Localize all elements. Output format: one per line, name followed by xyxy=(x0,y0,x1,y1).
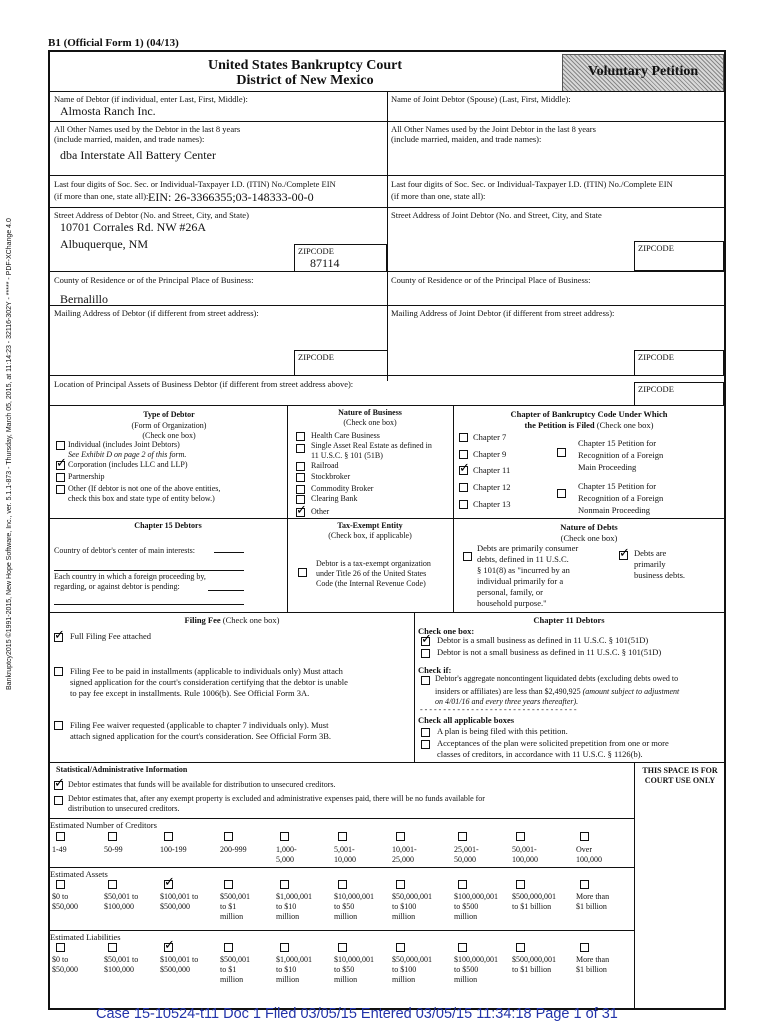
acceptances-2: classes of creditors, in accordance with 11 U.S.C. § 1126(b). xyxy=(437,749,643,759)
liabilities-checkbox[interactable] xyxy=(224,943,233,952)
assets-checkbox[interactable] xyxy=(108,880,117,889)
nb-health-care: Health Care Business xyxy=(311,431,380,440)
creditors-option-text: 1-49 xyxy=(52,845,67,854)
nb-clearing-bank: Clearing Bank xyxy=(311,494,358,503)
form-id: B1 (Official Form 1) (04/13) xyxy=(48,37,179,49)
chapter15-nonmain-checkbox[interactable] xyxy=(557,489,566,498)
chapter15-nonmain-2: Recognition of a Foreign xyxy=(578,493,664,503)
aggregate-debts-2b: (amount subject to adjustment xyxy=(582,687,680,696)
joint-ssn-label-1: Last four digits of Soc. Sec. or Individual-Taxpayer I.D. (ITIN) No./Complete EIN xyxy=(391,179,673,189)
assets-checkbox[interactable] xyxy=(164,880,173,889)
location-label: Location of Principal Assets of Business Debtor (if different from street address above): xyxy=(54,379,354,389)
not-small-business-label: Debtor is not a small business as defined in 11 U.S.C. § 101(51D) xyxy=(437,647,662,657)
liabilities-checkbox[interactable] xyxy=(396,943,405,952)
filing-fee-heading xyxy=(52,615,412,625)
zipcode-label: ZIPCODE xyxy=(638,243,674,253)
consumer-debts-6: household purpose." xyxy=(477,598,547,608)
liabilities-option-text: $500,001 xyxy=(220,955,250,964)
liabilities-checkbox[interactable] xyxy=(516,943,525,952)
assets-option-text: to $1 billion xyxy=(512,902,552,911)
assets-checkbox[interactable] xyxy=(516,880,525,889)
side-watermark: Bankruptcy2015 ©1991-2015, New Hope Software, Inc., ver. 5.1.1-873 - Thursday, March 05, 2015, at 11:14:23 - 32116-302Y - ***** - PDF-XChange 4.0 xyxy=(6,218,13,690)
tax-exempt-checkbox[interactable] xyxy=(298,568,307,577)
zipcode-label: ZIPCODE xyxy=(638,384,674,394)
liabilities-option-text: $50,000 xyxy=(52,965,78,974)
assets-option-text: to $50 xyxy=(334,902,355,911)
nb-single-asset-2: 11 U.S.C. § 101 (51B) xyxy=(311,451,383,460)
other-entity-checkbox[interactable] xyxy=(56,485,65,494)
creditors-option-text: 25,001- xyxy=(454,845,479,854)
opt-individual-note: See Exhibit D on page 2 of this form. xyxy=(68,450,187,459)
ssn-label-2: (if more than one, state all): xyxy=(54,191,149,201)
chapter13-checkbox[interactable] xyxy=(459,500,468,509)
assets-option-text: to $100 xyxy=(392,902,417,911)
nb-railroad: Railroad xyxy=(311,461,339,470)
liabilities-option-text: million xyxy=(220,975,244,984)
aggregate-debts-checkbox[interactable] xyxy=(421,676,430,685)
liabilities-label: Estimated Liabilities xyxy=(50,932,121,942)
small-business-checkbox[interactable] xyxy=(421,637,430,646)
assets-option-text: million xyxy=(220,912,244,921)
assets-option-text: million xyxy=(276,912,300,921)
consumer-debts-2: debts, defined in 11 U.S.C. xyxy=(477,554,569,564)
business-debts-3: business debts. xyxy=(634,570,685,580)
business-debts-1: Debts are xyxy=(634,548,667,558)
liabilities-option-text: to $500 xyxy=(454,965,479,974)
plan-filed-checkbox[interactable] xyxy=(421,728,430,737)
mailing-label: Mailing Address of Debtor (if different from street address): xyxy=(54,308,259,318)
liabilities-option-text: million xyxy=(334,975,358,984)
liabilities-option-text: million xyxy=(276,975,300,984)
assets-option-text: to $1 xyxy=(220,902,237,911)
assets-checkbox[interactable] xyxy=(396,880,405,889)
joint-ssn-label-2: (if more than one, state all): xyxy=(391,191,486,201)
installments-3: to pay fee except in installments. Rule 1006(b). See Official Form 3A. xyxy=(70,688,310,698)
health-care-checkbox[interactable] xyxy=(296,432,305,441)
tax-exempt-2: under Title 26 of the United States xyxy=(316,569,427,578)
fee-waiver-1: Filing Fee waiver requested (applicable to chapter 7 individuals only). Must xyxy=(70,720,329,730)
assets-option-text: $100,000 xyxy=(104,902,134,911)
corporation-checkbox[interactable] xyxy=(56,461,65,470)
assets-checkbox[interactable] xyxy=(458,880,467,889)
joint-zipcode-box xyxy=(634,241,724,271)
chapter-title-2b: (Check one box) xyxy=(596,420,654,430)
chapter15-main-checkbox[interactable] xyxy=(557,448,566,457)
county-label: County of Residence or of the Principal Place of Business: xyxy=(54,275,254,285)
other-names-label-1: All Other Names used by the Debtor in the last 8 years xyxy=(54,124,241,134)
debtor-zipcode-box xyxy=(294,244,387,272)
creditors-option-text: 200-999 xyxy=(220,845,247,854)
assets-option-text: million xyxy=(454,912,478,921)
creditors-option-text: Over xyxy=(576,845,592,854)
tax-exempt-3: Code (the Internal Revenue Code) xyxy=(316,579,426,588)
liabilities-option-text: to $1 billion xyxy=(512,965,552,974)
assets-option-text: $500,000 xyxy=(160,902,190,911)
fee-waiver-2: attach signed application for the court's consideration. See Official Form 3B. xyxy=(70,731,332,741)
street-line2: Albuquerque, NM xyxy=(60,237,148,251)
creditors-option-text: 100,000 xyxy=(576,855,602,864)
creditors-checkbox[interactable] xyxy=(56,832,65,841)
acceptances-checkbox[interactable] xyxy=(421,740,430,749)
assets-label: Estimated Assets xyxy=(50,869,108,879)
assets-option-text: $50,000,001 xyxy=(392,892,432,901)
partnership-checkbox[interactable] xyxy=(56,473,65,482)
ch11-check-if: Check if: xyxy=(418,665,452,675)
filing-fee-title: Filing Fee xyxy=(184,615,221,625)
creditors-option-text: 10,001- xyxy=(392,845,417,854)
chapter12-label: Chapter 12 xyxy=(473,482,511,492)
case-footer: Case 15-10524-t11 Doc 1 Filed 03/05/15 Entered 03/05/15 11:34:18 Page 1 of 31 xyxy=(96,1006,618,1022)
liabilities-option-text: $500,000 xyxy=(160,965,190,974)
chapter9-label: Chapter 9 xyxy=(473,449,507,459)
nature-business-sub: (Check one box) xyxy=(343,418,397,427)
chapter9-checkbox[interactable] xyxy=(459,450,468,459)
assets-option-text: $1,000,001 xyxy=(276,892,312,901)
creditors-checkbox[interactable] xyxy=(458,832,467,841)
stockbroker-checkbox[interactable] xyxy=(296,473,305,482)
zipcode-label: ZIPCODE xyxy=(638,352,674,362)
ch11-check-one: Check one box: xyxy=(418,626,475,636)
creditors-option-text: 25,000 xyxy=(392,855,414,864)
chapter-title-1: Chapter of Bankruptcy Code Under Which xyxy=(510,409,668,419)
tax-exempt-1: Debtor is a tax-exempt organization xyxy=(316,559,431,568)
debtor-name-label: Name of Debtor (if individual, enter Last, First, Middle): xyxy=(54,94,248,104)
assets-option-text: to $500 xyxy=(454,902,479,911)
consumer-debts-1: Debts are primarily consumer xyxy=(477,543,579,553)
funds-available-checkbox[interactable] xyxy=(54,781,63,790)
creditors-option-text: 50-99 xyxy=(104,845,123,854)
voluntary-petition-label: Voluntary Petition xyxy=(562,54,724,92)
debtor-other-names: dba Interstate All Battery Center xyxy=(60,148,216,162)
chapter15-nonmain-3: Nonmain Proceeding xyxy=(578,505,650,515)
liabilities-checkbox[interactable] xyxy=(280,943,289,952)
chapter7-label: Chapter 7 xyxy=(473,432,507,442)
liabilities-option-text: $100,000,001 xyxy=(454,955,498,964)
opt-other-entity-2: check this box and state type of entity below.) xyxy=(68,494,215,503)
joint-county-label: County of Residence or of the Principal Place of Business: xyxy=(391,275,591,285)
assets-option-text: $100,001 to xyxy=(160,892,199,901)
court-line2: District of New Mexico xyxy=(236,73,374,88)
fee-waiver-checkbox[interactable] xyxy=(54,721,63,730)
ssn-label-1: Last four digits of Soc. Sec. or Individual-Taxpayer I.D. (ITIN) No./Complete EIN xyxy=(54,179,336,189)
business-debts-checkbox[interactable] xyxy=(619,551,628,560)
nb-commodity: Commodity Broker xyxy=(311,484,374,493)
liabilities-checkbox[interactable] xyxy=(458,943,467,952)
tax-exempt-sub: (Check box, if applicable) xyxy=(328,531,412,540)
aggregate-debts-3: on 4/01/16 and every three years thereafter). xyxy=(435,697,579,706)
assets-checkbox[interactable] xyxy=(56,880,65,889)
mailing-zipcode-box xyxy=(294,350,388,376)
full-fee-label: Full Filing Fee attached xyxy=(70,631,151,641)
chapter15-nonmain-1: Chapter 15 Petition for xyxy=(578,481,657,491)
joint-mailing-label: Mailing Address of Joint Debtor (if different from street address): xyxy=(391,308,615,318)
creditors-option-text: 1,000- xyxy=(276,845,297,854)
railroad-checkbox[interactable] xyxy=(296,462,305,471)
assets-checkbox[interactable] xyxy=(338,880,347,889)
stat-title: Statistical/Administrative Information xyxy=(56,765,188,774)
assets-option-text: $50,000 xyxy=(52,902,78,911)
assets-option-text: $500,001 xyxy=(220,892,250,901)
court-use-2: COURT USE ONLY xyxy=(644,776,716,785)
court-use-1: THIS SPACE IS FOR xyxy=(642,766,718,775)
street-line1: 10701 Corrales Rd. NW #26A xyxy=(60,220,207,234)
creditors-checkbox[interactable] xyxy=(108,832,117,841)
chapter-title-2 xyxy=(456,420,722,430)
liabilities-option-text: million xyxy=(454,975,478,984)
creditors-checkbox[interactable] xyxy=(516,832,525,841)
county: Bernalillo xyxy=(60,292,108,306)
assets-checkbox[interactable] xyxy=(224,880,233,889)
stat-no-funds-2: distribution to unsecured creditors. xyxy=(68,804,180,813)
liabilities-checkbox[interactable] xyxy=(580,943,589,952)
business-debts-2: primarily xyxy=(634,559,666,569)
chapter15-main-3: Main Proceeding xyxy=(578,462,637,472)
chapter11-checkbox[interactable] xyxy=(459,466,468,475)
nb-other: Other xyxy=(311,507,330,516)
liabilities-option-text: $500,000,001 xyxy=(512,955,556,964)
creditors-option-text: 100,000 xyxy=(512,855,538,864)
stat-funds-available: Debtor estimates that funds will be available for distribution to unsecured creditors. xyxy=(68,780,336,789)
liabilities-option-text: to $1 xyxy=(220,965,237,974)
chapter-title-2a: the Petition is Filed xyxy=(524,420,595,430)
liabilities-option-text: million xyxy=(392,975,416,984)
other-business-checkbox[interactable] xyxy=(296,508,305,517)
creditors-checkbox[interactable] xyxy=(338,832,347,841)
commodity-checkbox[interactable] xyxy=(296,485,305,494)
ch11-debtors-title: Chapter 11 Debtors xyxy=(533,615,605,625)
chapter15-main-1: Chapter 15 Petition for xyxy=(578,438,657,448)
creditors-checkbox[interactable] xyxy=(396,832,405,841)
assets-option-text: More than xyxy=(576,892,610,901)
chapter13-label: Chapter 13 xyxy=(473,499,511,509)
creditors-option-text: 5,000 xyxy=(276,855,294,864)
tax-exempt-title: Tax-Exempt Entity xyxy=(337,521,403,530)
liabilities-option-text: $100,000 xyxy=(104,965,134,974)
opt-other-entity-1: Other (If debtor is not one of the above entities, xyxy=(68,484,221,493)
stat-no-funds-1: Debtor estimates that, after any exempt property is excluded and administrative expenses paid, there will be no funds available for xyxy=(68,794,485,803)
other-names-label-2: (include married, maiden, and trade names): xyxy=(54,134,205,144)
single-asset-checkbox[interactable] xyxy=(296,444,305,453)
liabilities-option-text: $50,001 to xyxy=(104,955,139,964)
joint-other-names-label-2: (include married, maiden, and trade names): xyxy=(391,134,542,144)
ch15-pending-label-1: Each country in which a foreign proceeding by, xyxy=(54,572,206,581)
assets-option-text: $1 billion xyxy=(576,902,607,911)
ch11-check-all: Check all applicable boxes xyxy=(418,715,515,725)
consumer-debts-4: individual primarily for a xyxy=(477,576,564,586)
type-debtor-sub2: (Check one box) xyxy=(142,431,196,440)
liabilities-checkbox[interactable] xyxy=(56,943,65,952)
liabilities-option-text: $10,000,001 xyxy=(334,955,374,964)
joint-street-label: Street Address of Joint Debtor (No. and Street, City, and State xyxy=(391,210,602,220)
chapter15-main-2: Recognition of a Foreign xyxy=(578,450,664,460)
creditors-checkbox[interactable] xyxy=(224,832,233,841)
consumer-debts-3: § 101(8) as "incurred by an xyxy=(477,565,570,575)
creditors-option-text: 100-199 xyxy=(160,845,187,854)
liabilities-option-text: to $100 xyxy=(392,965,417,974)
court-title xyxy=(160,58,450,88)
consumer-debts-5: personal, family, or xyxy=(477,587,544,597)
liabilities-checkbox[interactable] xyxy=(338,943,347,952)
liabilities-checkbox[interactable] xyxy=(164,943,173,952)
assets-checkbox[interactable] xyxy=(280,880,289,889)
joint-mailing-zipcode-box xyxy=(634,350,724,376)
aggregate-debts-2a: insiders or affiliates) are less than $2,490,925 xyxy=(435,687,581,696)
installments-2: signed application for the court's consideration certifying that the debtor is unable xyxy=(70,677,348,687)
individual-checkbox[interactable] xyxy=(56,441,65,450)
assets-option-text: $50,001 to xyxy=(104,892,139,901)
type-debtor-sub1: (Form of Organization) xyxy=(131,421,207,430)
assets-option-text: $500,000,001 xyxy=(512,892,556,901)
installments-1: Filing Fee to be paid in installments (applicable to individuals only) Must attach xyxy=(70,666,343,676)
liabilities-checkbox[interactable] xyxy=(108,943,117,952)
nature-business-title: Nature of Business xyxy=(338,408,402,417)
not-small-business-checkbox[interactable] xyxy=(421,649,430,658)
assets-option-text: $100,000,001 xyxy=(454,892,498,901)
ch15-pending-label-2: regarding, or against debtor is pending: xyxy=(54,582,180,591)
full-fee-checkbox[interactable] xyxy=(54,633,63,642)
liabilities-option-text: $1,000,001 xyxy=(276,955,312,964)
zipcode-label: ZIPCODE xyxy=(298,352,334,362)
joint-other-names-label-1: All Other Names used by the Joint Debtor in the last 8 years xyxy=(391,124,596,134)
acceptances-1: Acceptances of the plan were solicited prepetition from one or more xyxy=(437,738,669,748)
assets-option-text: to $10 xyxy=(276,902,297,911)
debtor-name: Almosta Ranch Inc. xyxy=(60,104,156,118)
liabilities-option-text: More than xyxy=(576,955,610,964)
creditors-checkbox[interactable] xyxy=(164,832,173,841)
type-debtor-title: Type of Debtor xyxy=(143,410,195,419)
nature-debts-title: Nature of Debts xyxy=(560,522,618,532)
ch11-dash-rule: - - - - - - - - - - - - - - - - - - - - - - - - - - - - - - - - - - xyxy=(420,705,577,714)
ch15-country-label: Country of debtor's center of main interests: xyxy=(54,546,195,555)
creditors-option-text: 5,001- xyxy=(334,845,355,854)
chapter11-label: Chapter 11 xyxy=(473,465,511,475)
liabilities-option-text: $100,001 to xyxy=(160,955,199,964)
creditors-option-text: 50,001- xyxy=(512,845,537,854)
ch15-debtors-title: Chapter 15 Debtors xyxy=(134,521,202,530)
liabilities-option-text: to $50 xyxy=(334,965,355,974)
zipcode-label: ZIPCODE xyxy=(298,246,334,256)
assets-option-text: million xyxy=(334,912,358,921)
nb-stockbroker: Stockbroker xyxy=(311,472,351,481)
no-funds-checkbox[interactable] xyxy=(54,796,63,805)
chapter12-checkbox[interactable] xyxy=(459,483,468,492)
opt-partnership: Partnership xyxy=(68,472,105,481)
liabilities-option-text: $0 to xyxy=(52,955,69,964)
creditors-option-text: 10,000 xyxy=(334,855,356,864)
filing-fee-sub: (Check one box) xyxy=(222,615,280,625)
assets-checkbox[interactable] xyxy=(580,880,589,889)
assets-option-text: $0 to xyxy=(52,892,69,901)
liabilities-option-text: to $10 xyxy=(276,965,297,974)
joint-debtor-name-label: Name of Joint Debtor (Spouse) (Last, First, Middle): xyxy=(391,94,571,104)
assets-option-text: million xyxy=(392,912,416,921)
small-business-label: Debtor is a small business as defined in 11 U.S.C. § 101(51D) xyxy=(437,635,649,645)
liabilities-option-text: $50,000,001 xyxy=(392,955,432,964)
nb-single-asset-1: Single Asset Real Estate as defined in xyxy=(311,441,432,450)
opt-individual: Individual (includes Joint Debtors) xyxy=(68,440,180,449)
liabilities-option-text: $1 billion xyxy=(576,965,607,974)
plan-filed-label: A plan is being filed with this petition. xyxy=(437,726,568,736)
creditors-checkbox[interactable] xyxy=(280,832,289,841)
chapter7-checkbox[interactable] xyxy=(459,433,468,442)
nature-debts-sub: (Check one box) xyxy=(560,533,618,543)
consumer-debts-checkbox[interactable] xyxy=(463,552,472,561)
aggregate-debts-1: Debtor's aggregate noncontingent liquidated debts (excluding debts owed to xyxy=(435,674,679,683)
assets-option-text: $10,000,001 xyxy=(334,892,374,901)
creditors-checkbox[interactable] xyxy=(580,832,589,841)
street-label: Street Address of Debtor (No. and Street, City, and State) xyxy=(54,210,249,220)
opt-corporation: Corporation (includes LLC and LLP) xyxy=(68,460,188,469)
creditors-option-text: 50,000 xyxy=(454,855,476,864)
location-zipcode-box xyxy=(634,382,724,406)
debtor-zipcode: 87114 xyxy=(310,256,340,270)
debtor-ein: EIN: 26-3366355;03-148333-00-0 xyxy=(148,190,314,204)
creditors-label: Estimated Number of Creditors xyxy=(50,820,157,830)
court-line1: United States Bankruptcy Court xyxy=(207,58,403,73)
installments-checkbox[interactable] xyxy=(54,667,63,676)
